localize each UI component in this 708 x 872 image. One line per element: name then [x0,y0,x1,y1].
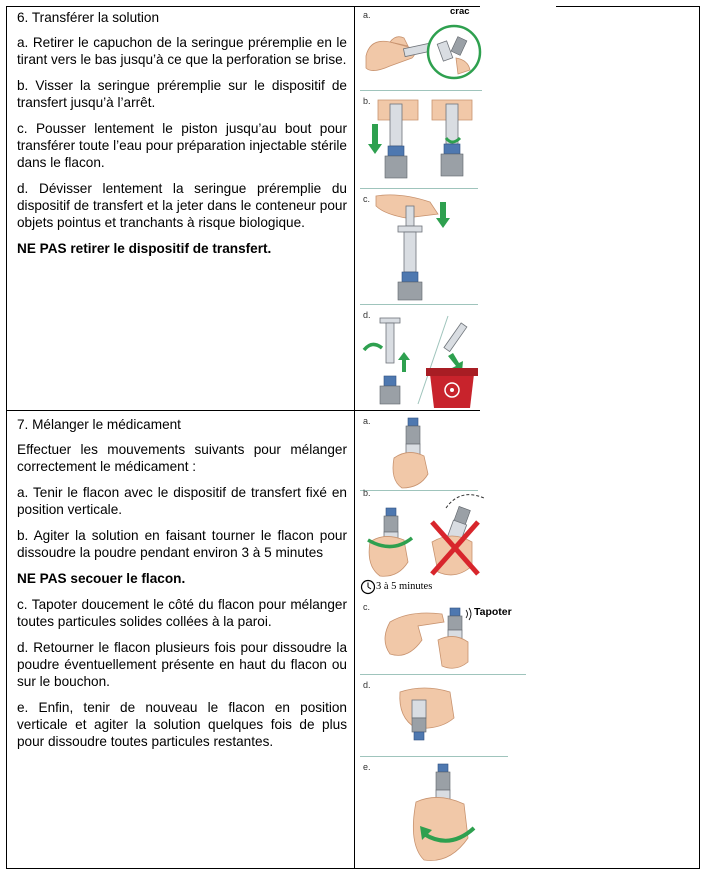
figure-6d [360,308,478,408]
crac-text: crac [450,6,470,17]
green-arrow-icon [398,352,410,372]
warning-7: NE PAS secouer le flacon. [17,571,186,586]
invert-vial-illustration [360,678,508,756]
step-7d: d. Retourner le flacon plusieurs fois pour dissoudre la poudre éventuellement présente en haut du flacon ou sur le bouchon. [17,640,347,689]
step-6c: c. Pousser lentement le piston jusqu’au bout pour transférer toute l’eau pour préparation injectable stérile dans le flacon. [17,121,347,170]
step-7b: b. Agiter la solution en faisant tourner le flacon pour dissoudre la poudre pendant environ 3 à 5 minutes [17,528,347,560]
green-arrow-icon [368,124,382,154]
figure-6a-label: a. [363,10,371,20]
clock-icon [360,579,376,595]
tap-sound-icon [466,608,471,620]
figure-7c-label: c. [363,602,371,612]
hold-vial-illustration [360,414,478,490]
step-7a: a. Tenir le flacon avec le dispositif de transfert fixé en position verticale. [17,485,347,517]
figure-7a-label: a. [363,416,371,426]
row-divider [6,410,355,411]
screw-syringe-illustration [360,94,478,188]
swirl-vial-illustration [360,486,498,582]
step-6d: d. Dévisser lentement la seringue préremplie du dispositif de transfert et la jeter dans le conteneur pour objets pointus et tranchants à risque biologique. [17,181,347,230]
figure-6b [360,94,478,189]
step-7c: c. Tapoter doucement le côté du flacon pour mélanger toutes particules solides collées à la paroi. [17,597,347,629]
figure-7a [360,414,478,491]
cap-removal-illustration [360,8,482,90]
figure-6a [360,8,482,91]
figure-7d [360,678,508,757]
section-7-title: 7. Mélanger le médicament [17,417,181,432]
section-7-intro: Effectuer les mouvements suivants pour mélanger correctement le médicament : [17,442,347,474]
final-swirl-illustration [360,760,478,868]
timing-note [360,578,500,598]
push-plunger-illustration [360,192,478,304]
figure-7c [360,600,526,675]
section-7-text [17,416,347,759]
section-6-text [17,9,347,266]
column-divider [354,6,355,869]
section-6-title: 6. Transférer la solution [17,10,160,25]
figure-6c [360,192,478,305]
figure-7d-label: d. [363,680,371,690]
figure-7b-label: b. [363,488,371,498]
figure-7b [360,486,498,582]
timing-caption: 3 à 5 minutes [376,581,433,592]
figure-6b-label: b. [363,96,371,106]
step-7e: e. Enfin, tenir de nouveau le flacon en position verticale et agiter la solution quelques fois de plus pour dissoudre toutes particules restantes. [17,700,347,749]
figure-6c-label: c. [363,194,371,204]
tapoter-text: Tapoter [474,606,512,618]
figure-7e [360,760,478,868]
step-6a: a. Retirer le capuchon de la seringue préremplie en le tirant vers le bas jusqu’à ce que la perforation se brise. [17,35,347,67]
figure-7e-label: e. [363,762,371,772]
row-divider-right [355,410,480,411]
step-6b: b. Visser la seringue préremplie sur le dispositif de transfert jusqu’à l’arrêt. [17,78,347,110]
figure-6d-label: d. [363,310,371,320]
warning-6: NE PAS retirer le dispositif de transfert. [17,241,272,256]
green-arrow-icon [436,202,450,228]
discard-syringe-illustration [360,308,478,408]
